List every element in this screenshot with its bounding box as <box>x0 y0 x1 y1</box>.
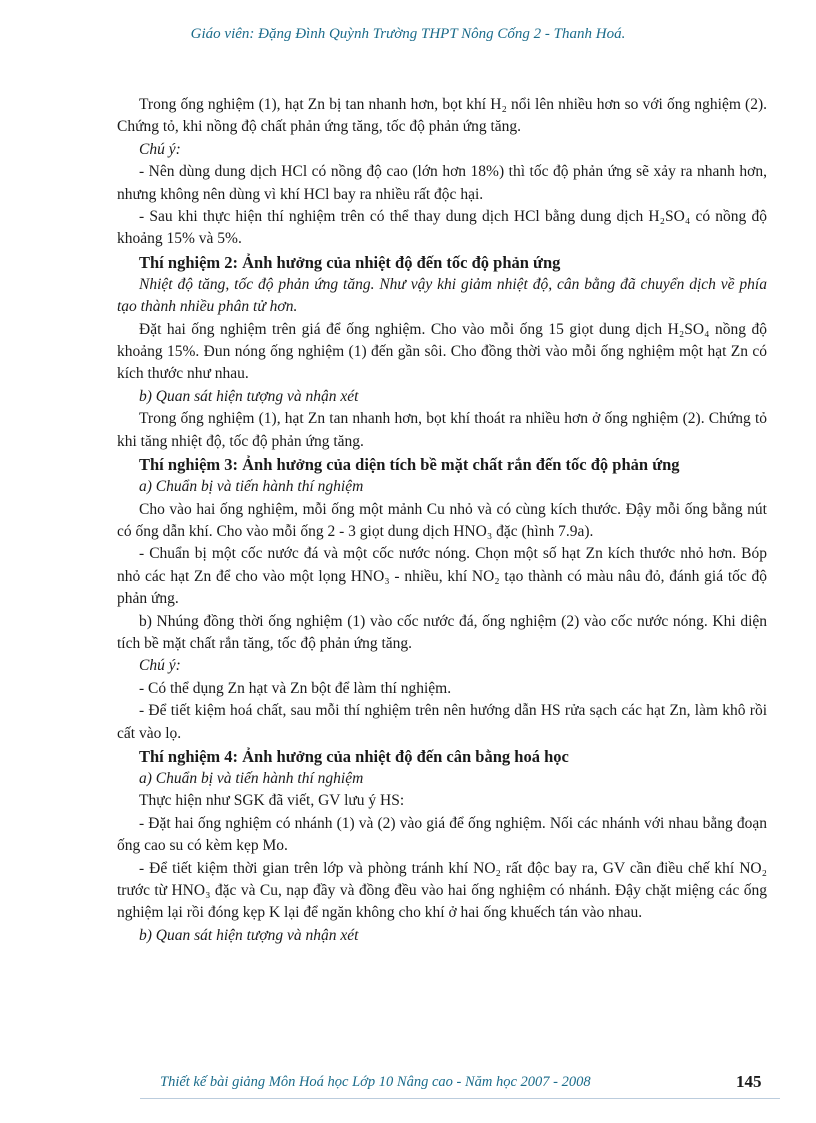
paragraph: b) Nhúng đồng thời ống nghiệm (1) vào cốc nước đá, ống nghiệm (2) vào cốc nước nóng. Khi diện tích bề mặt chất rắn tăng, tốc độ phản ứng tăng. <box>117 612 767 652</box>
paragraph: Cho vào hai ống nghiệm, mỗi ống một mảnh Cu nhỏ và có cùng kích thước. Đậy mỗi ống bằng nút có ống dẫn khí. Cho vào mỗi ống 2 - 3 giọt dung dịch HNO₃ đặc (hình 7.9a). <box>117 500 767 540</box>
paragraph: Thực hiện như SGK đã viết, GV lưu ý HS: <box>139 792 405 810</box>
paragraph: - Có thể dụng Zn hạt và Zn bột để làm thí nghiệm. <box>139 679 452 697</box>
experiment-2-heading: Thí nghiệm 2: Ảnh hưởng của nhiệt độ đến tốc độ phản ứng <box>139 252 561 272</box>
page-body <box>117 94 767 947</box>
footer-divider <box>140 1098 780 1099</box>
paragraph: Đặt hai ống nghiệm trên giá để ống nghiệm. Cho vào mỗi ống 15 giọt dung dịch H₂SO₄ nồng độ khoảng 15%. Đun nóng ống nghiệm (1) đến gần sôi. Cho đồng thời vào mỗi ống nghiệm một hạt Zn có kích thước như nhau. <box>117 320 767 383</box>
note-label: Chú ý: <box>139 657 181 675</box>
subsection-heading: a) Chuẩn bị và tiến hành thí nghiệm <box>139 478 364 496</box>
paragraph: Trong ống nghiệm (1), hạt Zn tan nhanh hơn, bọt khí thoát ra nhiều hơn ở ống nghiệm (2). Chứng tỏ khi tăng nhiệt độ, tốc độ phản ứng tăng. <box>117 410 767 450</box>
paragraph: Trong ống nghiệm (1), hạt Zn bị tan nhanh hơn, bọt khí H₂ nổi lên nhiều hơn so với ống nghiệm (2). Chứng tỏ, khi nồng độ chất phản ứng tăng, tốc độ phản ứng tăng. <box>117 96 767 136</box>
paragraph: - Để tiết kiệm hoá chất, sau mỗi thí nghiệm trên nên hướng dẫn HS rửa sạch các hạt Zn, làm khô rồi cất vào lọ. <box>117 702 767 742</box>
paragraph: - Đặt hai ống nghiệm có nhánh (1) và (2) vào giá để ống nghiệm. Nối các nhánh với nhau bằng đoạn ống cao su có kèm kẹp Mo. <box>117 814 767 855</box>
experiment-4-heading: Thí nghiệm 4: Ảnh hưởng của nhiệt độ đến cân bằng hoá học <box>139 746 569 766</box>
page-number: 145 <box>736 1072 762 1091</box>
experiment-3-heading: Thí nghiệm 3: Ảnh hưởng của diện tích bề mặt chất rắn đến tốc độ phản ứng <box>139 455 680 475</box>
paragraph: - Chuẩn bị một cốc nước đá và một cốc nước nóng. Chọn một số hạt Zn kích thước nhỏ hơn. Bóp nhỏ các hạt Zn để cho vào một lọng HNO₃ - nhiều, khí NO₂ tạo thành có màu nâu đỏ, đánh giá tốc độ phản ứng. <box>117 545 767 608</box>
footer-text: Thiết kế bài giảng Môn Hoá học Lớp 10 Nâng cao - Năm học 2007 - 2008 <box>160 1074 591 1090</box>
paragraph: - Nên dùng dung dịch HCl có nồng độ cao (lớn hơn 18%) thì tốc độ phản ứng sẽ xảy ra nhanh hơn, nhưng không nên dùng vì khí HCl bay ra nhiều rất độc hại. <box>117 163 767 203</box>
subsection-heading: a) Chuẩn bị và tiến hành thí nghiệm <box>139 769 364 787</box>
paragraph: - Sau khi thực hiện thí nghiệm trên có thể thay dung dịch HCl bằng dung dịch H₂SO₄ có nồng độ khoảng 15% và 5%. <box>117 208 767 248</box>
paragraph: Nhiệt độ tăng, tốc độ phản ứng tăng. Như vậy khi giảm nhiệt độ, cân bằng đã chuyển dịch về phía tạo thành nhiều phân tử hơn. <box>117 275 767 316</box>
subsection-heading: b) Quan sát hiện tượng và nhận xét <box>139 387 359 405</box>
paragraph: - Để tiết kiệm thời gian trên lớp và phòng tránh khí NO₂ rất độc bay ra, GV cần điều chế khí NO₂ trước từ HNO₃ đặc và Cu, nạp đầy và đồng đều vào hai ống nghiệm có nhánh. Đậy chặt miệng các ống nghiệm lại rồi đóng kẹp K lại để ngăn không cho khí ở hai ống khuếch tán vào nhau. <box>117 859 767 922</box>
subsection-heading: b) Quan sát hiện tượng và nhận xét <box>139 926 359 944</box>
page-header: Giáo viên: Đặng Đình Quỳnh Trường THPT Nông Cống 2 - Thanh Hoá. <box>190 26 626 42</box>
note-label: Chú ý: <box>139 140 181 158</box>
